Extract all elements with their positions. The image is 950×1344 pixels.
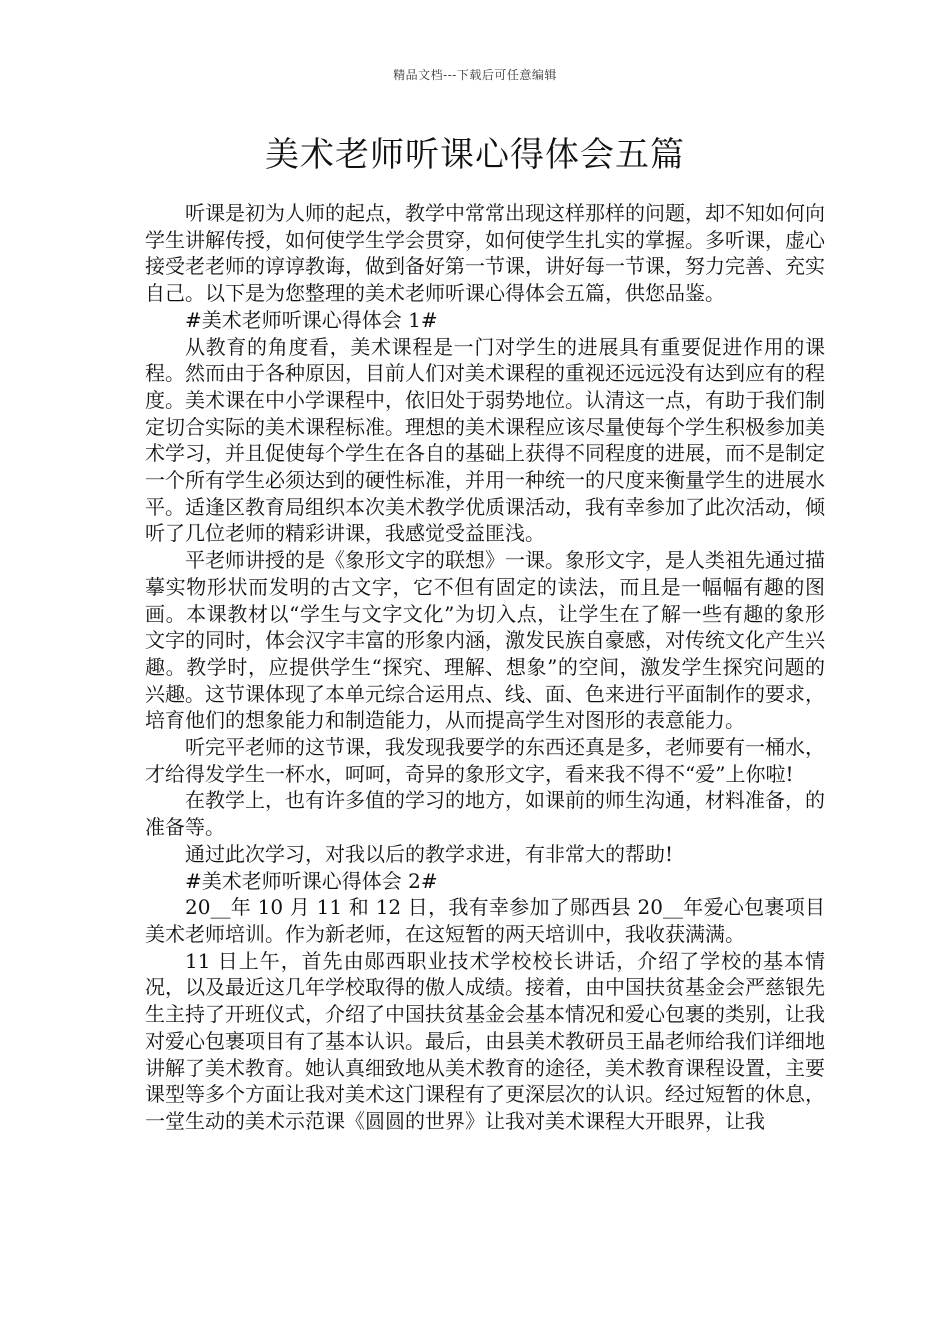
body-paragraph: 从教育的角度看，美术课程是一门对学生的进展具有重要促进作用的课程。然而由于各种原因，目前人们对美术课程的重视还远远没有达到应有的程度。美术课在中小学课程中，依旧处于弱势地位。认清这一点，有助于我们制定切合实际的美术课程标准。理想的美术课程应该尽量使每个学生积极参加美术学习，并且促使每个学生在各自的基础上获得不同程度的进展，而不是制定一个所有学生必须达到的硬性标准，并用一种统一的尺度来衡量学生的进展水平。适逢区教育局组织本次美术教学优质课活动，我有幸参加了此次活动，倾听了几位老师的精彩讲课，我感觉受益匪浅。 bbox=[145, 334, 825, 546]
body-paragraph: 平老师讲授的是《象形文字的联想》一课。象形文字，是人类祖先通过描摹实物形状而发明的古文字，它不但有固定的读法，而且是一幅幅有趣的图画。本课教材以“学生与文字文化”为切入点，让学生在了解一些有趣的象形文字的同时，体会汉字丰富的形象内涵，激发民族自豪感，对传统文化产生兴趣。教学时，应提供学生“探究、理解、想象”的空间，激发学生探究问题的兴趣。这节课体现了本单元综合运用点、线、面、色来进行平面制作的要求，培育他们的想象能力和制造能力，从而提高学生对图形的表意能力。 bbox=[145, 548, 825, 733]
document-body bbox=[145, 200, 825, 1135]
header-note: 精品文档---下载后可任意编辑 bbox=[393, 68, 557, 82]
body-paragraph: 在教学上，也有许多值的学习的地方，如课前的师生沟通，材料准备，的准备等。 bbox=[145, 788, 825, 840]
body-paragraph: 11 日上午，首先由郧西职业技术学校校长讲话，介绍了学校的基本情况，以及最近这几年学校取得的傲人成绩。接着，由中国扶贫基金会严慈银先生主持了开班仪式，介绍了中国扶贫基金会基本情况和爱心包裹的类别，让我对爱心包裹项目有了基本认识。最后，由县美术教研员王晶老师给我们详细地讲解了美术教育。她认真细致地从美术教育的途径，美术教育课程设置，主要课型等多个方面让我对美术这门课程有了更深层次的认识。经过短暂的休息，一堂生动的美术示范课《圆圆的世界》让我对美术课程大开眼界，让我 bbox=[145, 948, 825, 1133]
page-title: 美术老师听课心得体会五篇 bbox=[265, 135, 685, 175]
body-paragraph: 通过此次学习，对我以后的教学求进，有非常大的帮助! bbox=[185, 841, 674, 866]
intro-paragraph: 听课是初为人师的起点，教学中常常出现这样那样的问题，却不知如何向学生讲解传授，如何使学生学会贯穿，如何使学生扎实的掌握。多听课，虚心接受老老师的谆谆教诲，做到备好第一节课，讲好每一节课，努力完善、充实自己。以下是为您整理的美术老师听课心得体会五篇，供您品鉴。 bbox=[145, 201, 825, 306]
body-paragraph: 20__年 10 月 11 和 12 日，我有幸参加了郧西县 20__年爱心包裹项目美术老师培训。作为新老师，在这短暂的两天培训中，我收获满满。 bbox=[145, 895, 825, 946]
body-paragraph: 听完平老师的这节课，我发现我要学的东西还真是多，老师要有一桶水，才给得发学生一杯水，呵呵，奇异的象形文字，看来我不得不“爱”上你啦! bbox=[145, 735, 825, 786]
section-heading-1: #美术老师听课心得体会 1# bbox=[185, 307, 438, 332]
section-heading-2: #美术老师听课心得体会 2# bbox=[185, 868, 438, 893]
